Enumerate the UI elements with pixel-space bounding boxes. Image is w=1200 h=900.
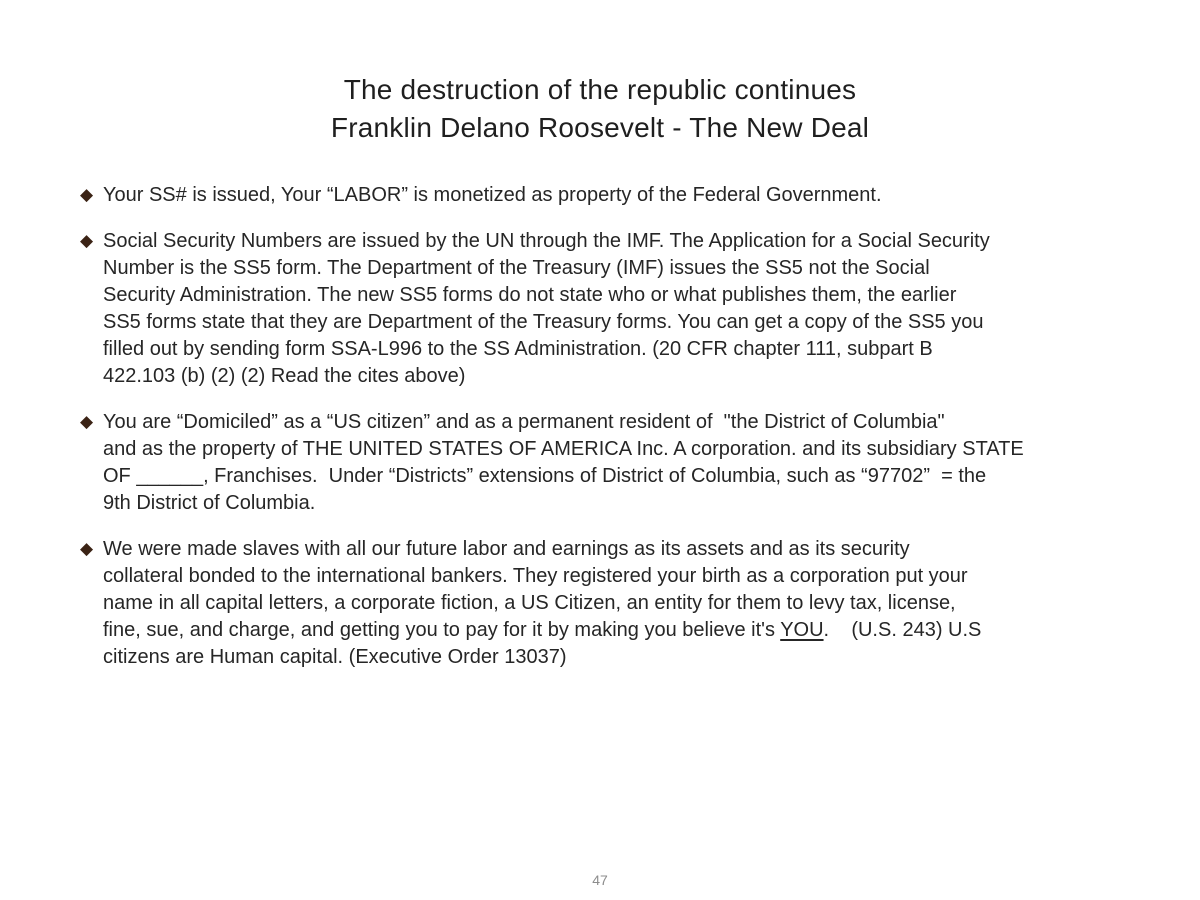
bullet-line: 422.103 (b) (2) (2) Read the cites above)	[103, 365, 466, 387]
bullet-line: You are “Domiciled” as a “US citizen” and as a permanent resident of "the District of Columbia"	[103, 411, 945, 433]
page-number: 47	[592, 872, 608, 888]
diamond-bullet-icon: ◆	[80, 412, 94, 432]
slide-title-line-2: Franklin Delano Roosevelt - The New Deal	[330, 112, 870, 143]
diamond-bullet-icon: ◆	[80, 539, 94, 559]
bullet-line: OF ______, Franchises. Under “Districts” extensions of District of Columbia, such as “97702” = the	[103, 465, 987, 487]
underlined-text: YOU	[780, 619, 824, 641]
text-segment: . (U.S. 243) U.S	[823, 619, 982, 641]
bullet-item	[80, 536, 1150, 671]
text-segment: fine, sue, and charge, and getting you to pay for it by making you believe it's	[103, 619, 781, 641]
bullet-item	[80, 182, 1150, 209]
bullet-line: Your SS# is issued, Your “LABOR” is monetized as property of the Federal Government.	[103, 184, 882, 206]
bullet-line: citizens are Human capital. (Executive Order 13037)	[103, 646, 567, 668]
bullet-line: collateral bonded to the international bankers. They registered your birth as a corporation put your	[103, 565, 968, 587]
bullet-text	[103, 182, 882, 209]
bullet-line: We were made slaves with all our future labor and earnings as its assets and as its security	[103, 538, 910, 560]
bullet-text	[103, 409, 1024, 517]
diamond-bullet-icon: ◆	[80, 231, 94, 251]
bullet-line: name in all capital letters, a corporate fiction, a US Citizen, an entity for them to levy tax, license,	[103, 592, 956, 614]
slide-title-line-1: The destruction of the republic continues	[343, 74, 857, 105]
slide-title	[0, 0, 1200, 147]
bullet-line: and as the property of THE UNITED STATES OF AMERICA Inc. A corporation. and its subsidiary STATE	[103, 438, 1024, 460]
bullet-line: Number is the SS5 form. The Department of the Treasury (IMF) issues the SS5 not the Social	[103, 257, 930, 279]
bullet-text	[103, 536, 981, 671]
bullet-line: SS5 forms state that they are Department of the Treasury forms. You can get a copy of the SS5 you	[103, 311, 984, 333]
bullet-item	[80, 228, 1150, 390]
bullet-text	[103, 228, 990, 390]
bullet-line	[103, 617, 981, 644]
bullet-item	[80, 409, 1150, 517]
bullet-line: filled out by sending form SSA-L996 to the SS Administration. (20 CFR chapter 111, subpart B	[103, 338, 933, 360]
bullet-line: Social Security Numbers are issued by the UN through the IMF. The Application for a Social Security	[103, 230, 990, 252]
bullet-list	[80, 182, 1150, 671]
diamond-bullet-icon: ◆	[80, 185, 94, 205]
bullet-line: 9th District of Columbia.	[103, 492, 316, 514]
bullet-line: Security Administration. The new SS5 forms do not state who or what publishes them, the earlier	[103, 284, 957, 306]
